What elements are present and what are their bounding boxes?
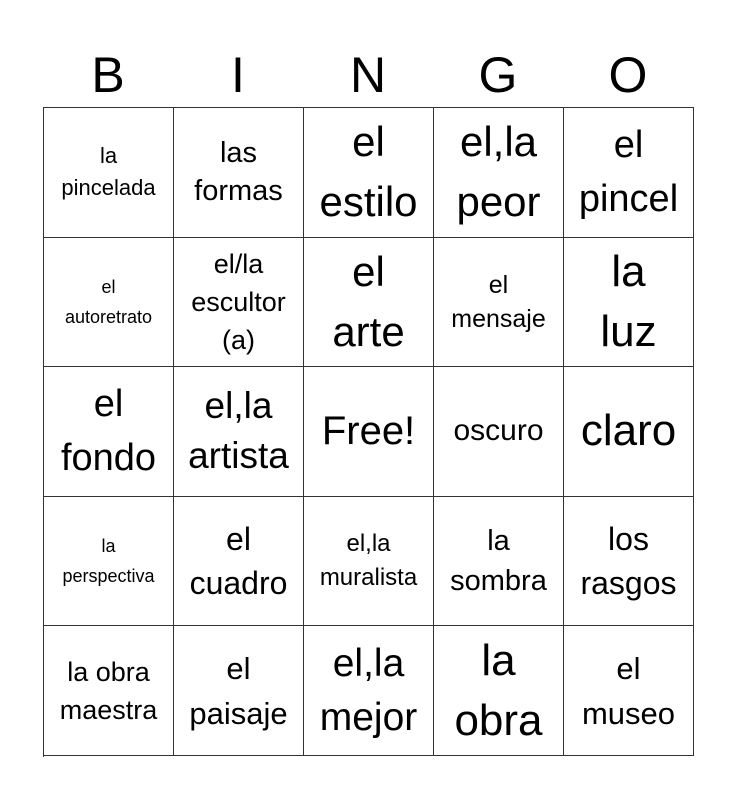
cell-label: el/la escultor (a) — [191, 248, 286, 355]
bingo-cell[interactable] — [564, 367, 694, 497]
cell-label: la pincelada — [61, 143, 156, 201]
cell-label: el autoretrato — [64, 276, 153, 327]
cell-label: el mensaje — [451, 270, 546, 333]
bingo-cell[interactable] — [304, 626, 434, 756]
bingo-cell[interactable] — [564, 238, 694, 368]
cell-label: oscuro — [453, 414, 544, 448]
cell-label: la luz — [600, 246, 657, 356]
cell-label: el,la peor — [456, 118, 541, 226]
bingo-cell[interactable] — [304, 367, 434, 497]
cell-label: el estilo — [319, 118, 418, 226]
cell-label: el,la mejor — [319, 641, 418, 739]
header-letter-i: I — [231, 47, 245, 103]
bingo-cell[interactable] — [434, 497, 564, 627]
bingo-cell[interactable] — [174, 238, 304, 368]
cell-label: el fondo — [60, 383, 157, 480]
cell-label: el cuadro — [189, 521, 288, 602]
cell-label: claro — [580, 406, 677, 456]
cell-label: el,la artista — [188, 385, 289, 477]
bingo-cell[interactable] — [434, 367, 564, 497]
bingo-cell[interactable] — [564, 497, 694, 627]
cell-label: el arte — [332, 247, 405, 355]
cell-label: el museo — [581, 650, 676, 731]
free-space: Free! — [321, 409, 416, 454]
bingo-cell[interactable] — [44, 108, 174, 238]
bingo-cell[interactable] — [434, 108, 564, 238]
cell-label: la sombra — [450, 525, 547, 598]
bingo-cell[interactable] — [174, 497, 304, 627]
bingo-cell[interactable] — [174, 108, 304, 238]
bingo-cell[interactable] — [174, 367, 304, 497]
bingo-cell[interactable] — [434, 626, 564, 756]
bingo-cell[interactable] — [434, 238, 564, 368]
bingo-cell[interactable] — [174, 626, 304, 756]
header-letter-o: O — [608, 47, 648, 103]
bingo-cell[interactable] — [44, 238, 174, 368]
header-letter-n: N — [349, 47, 387, 103]
bingo-cell[interactable] — [44, 367, 174, 497]
cell-label: el paisaje — [189, 650, 288, 731]
header-letter-g: G — [478, 47, 518, 103]
cell-label: el pincel — [578, 124, 679, 221]
bingo-cell[interactable] — [44, 497, 174, 627]
bingo-cell[interactable] — [564, 108, 694, 238]
cell-label: la obra — [454, 635, 543, 745]
bingo-grid — [43, 107, 694, 757]
bingo-cell[interactable] — [304, 108, 434, 238]
cell-label: la perspectiva — [62, 536, 155, 587]
bingo-cell[interactable] — [564, 626, 694, 756]
cell-label: las formas — [194, 137, 283, 208]
bingo-cell[interactable] — [304, 497, 434, 627]
cell-label: la obra maestra — [59, 656, 158, 725]
cell-label: el,la muralista — [319, 530, 418, 592]
cell-label: los rasgos — [580, 521, 677, 602]
bingo-header — [43, 44, 693, 106]
bingo-cell[interactable] — [44, 626, 174, 756]
header-letter-b: B — [91, 47, 125, 103]
bingo-cell[interactable] — [304, 238, 434, 368]
